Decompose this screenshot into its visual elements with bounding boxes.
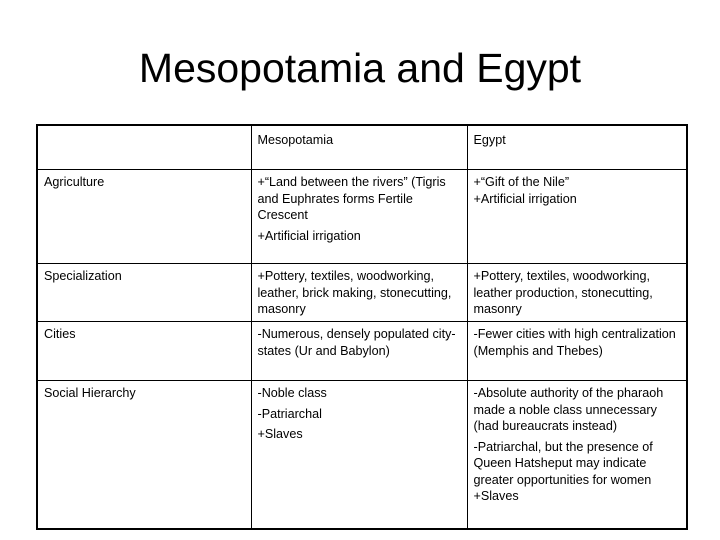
row-label: Specialization xyxy=(37,264,251,322)
cell-line: -Numerous, densely populated city-states (Ur and Babylon) xyxy=(257,327,456,358)
mesopotamia-cell xyxy=(251,322,467,381)
cell-line: +Slaves xyxy=(257,427,303,441)
row-label: Agriculture xyxy=(37,170,251,264)
header-cell-egypt: Egypt xyxy=(467,125,687,170)
table-row-agriculture xyxy=(37,170,687,264)
cell-line: +Pottery, textiles, woodworking, leather, brick making, stonecutting, masonry xyxy=(257,269,452,316)
egypt-cell xyxy=(467,170,687,264)
mesopotamia-cell xyxy=(251,381,467,530)
cell-line: -Patriarchal, but the presence of Queen Hatsheput may indicate greater opportunities for women xyxy=(473,439,653,487)
cell-line: +“Gift of the Nile” xyxy=(473,175,570,189)
egypt-cell xyxy=(467,381,687,530)
cell-line: -Patriarchal xyxy=(257,406,322,421)
mesopotamia-cell xyxy=(251,170,467,264)
egypt-cell xyxy=(467,322,687,381)
egypt-cell xyxy=(467,264,687,322)
row-label: Social Hierarchy xyxy=(37,381,251,530)
header-cell-mesopotamia: Mesopotamia xyxy=(251,125,467,170)
cell-line: +Artificial irrigation xyxy=(473,191,577,206)
cell-line: +“Land between the rivers” (Tigris and Euphrates forms Fertile Crescent xyxy=(257,175,446,222)
page-title: Mesopotamia and Egypt xyxy=(138,45,582,91)
comparison-table xyxy=(36,124,688,530)
table-header-row xyxy=(37,125,687,170)
cell-line: -Noble class xyxy=(257,386,327,400)
cell-line: +Slaves xyxy=(473,489,519,503)
header-cell-empty xyxy=(37,125,251,170)
mesopotamia-cell xyxy=(251,264,467,322)
cell-line: +Pottery, textiles, woodworking, leather production, stonecutting, masonry xyxy=(473,269,653,316)
table-row-cities xyxy=(37,322,687,381)
cell-line: +Artificial irrigation xyxy=(257,228,361,243)
cell-line: -Absolute authority of the pharaoh made a noble class unnecessary (had bureaucrats instead) xyxy=(473,386,664,433)
cell-line: -Fewer cities with high centralization (Memphis and Thebes) xyxy=(473,327,676,358)
table-row-social-hierarchy xyxy=(37,381,687,530)
row-label: Cities xyxy=(37,322,251,381)
table-row-specialization xyxy=(37,264,687,322)
